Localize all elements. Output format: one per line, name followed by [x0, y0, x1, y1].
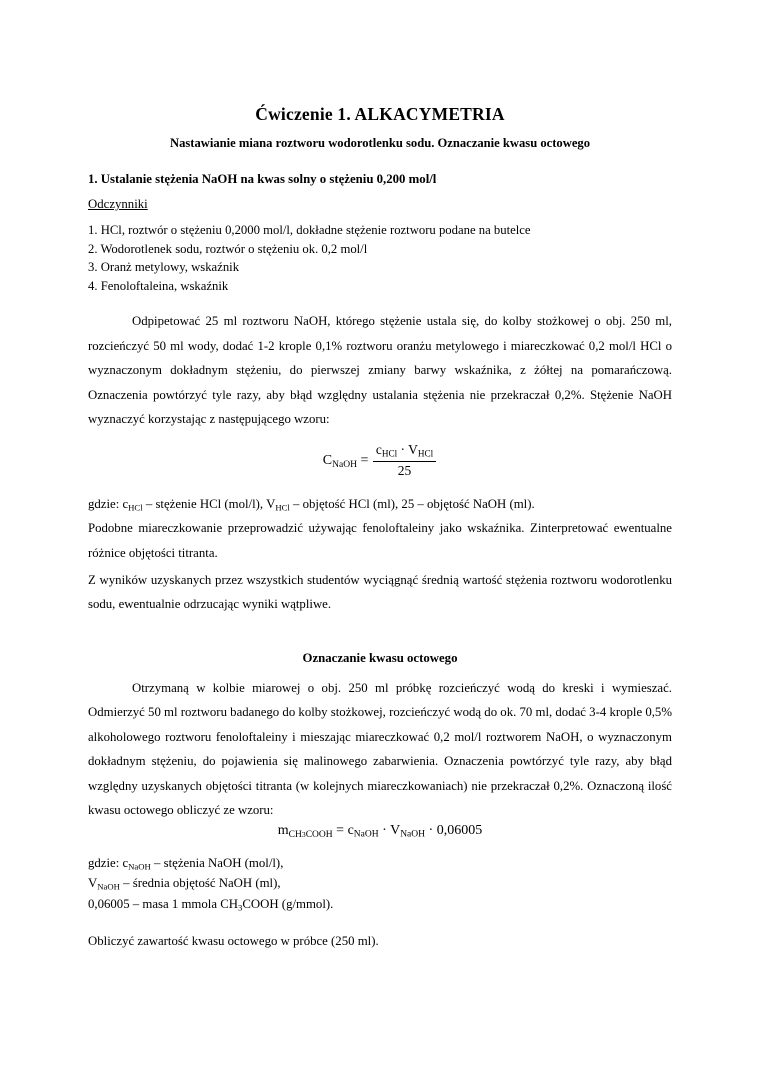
formula2-v-sub: NaOH	[400, 829, 426, 840]
legend2-prefix-1: gdzie: c	[88, 855, 129, 870]
list-item: 2. Wodorotlenek sodu, roztwór o stężeniu ok. 0,2 mol/l	[88, 241, 368, 256]
section-2-legend	[88, 853, 672, 915]
legend-sub-2: HCl	[275, 502, 290, 513]
numerator-c-sub: HCl	[381, 448, 398, 459]
section-1-paragraph-3: Z wyników uzyskanych przez wszystkich studentów wyciągnąć średnią wartość stężenia roztworu wodorotlenku sodu, ewentualnie odrzucając wyniki wątpliwe.	[88, 572, 672, 612]
section-1-paragraph-2: Podobne miareczkowanie przeprowadzić używając fenoloftaleiny jako wskaźnika. Zinterpretować ewentualne różnice objętości titranta.	[88, 521, 672, 560]
legend2-prefix-2: V	[88, 876, 98, 891]
legend-line-2	[88, 873, 672, 894]
legend2-rest-1: – stężenia NaOH (mol/l),	[150, 855, 284, 870]
formula-lhs-sub: NaOH	[332, 459, 357, 470]
section-1-heading: 1. Ustalanie stężenia NaOH na kwas solny o stężeniu 0,200 mol/l	[88, 172, 437, 186]
final-gap	[88, 915, 672, 934]
formula2-c: c	[347, 823, 354, 839]
section-1-paragraph-1: Odpipetować 25 ml roztworu NaOH, którego stężenie ustala się, do kolby stożkowej o obj. 250 ml, rozcieńczyć 50 ml wody, dodać 1-2 krople 0,1% roztworu oranżu metylowego i miareczkować 0,2 mol/l HCl o wyznaczonym dokładnym stężeniu, do pierwszej zmiany barwy wskaźnika, z żółtej na pomarańczową. Oznaczenia powtórzyć tyle razy, aby błąd względny ustalania stężenia nie przekraczał 0,2%. Stężenie NaOH wyznaczyć korzystając z następującego wzoru:	[88, 314, 672, 427]
legend2-rest-2: – średnia objętość NaOH (ml),	[119, 876, 281, 891]
formula2-dot-1: ·	[382, 823, 387, 839]
legend-line-1	[88, 853, 672, 874]
formula2-lhs: m	[277, 823, 289, 839]
legend-sub-1: HCl	[128, 502, 143, 513]
formula-lhs: C	[322, 453, 333, 469]
reagents-list	[88, 221, 672, 295]
section-2-paragraph-1: Otrzymaną w kolbie miarowej o obj. 250 ml próbkę rozcieńczyć wodą do kreski i wymieszać. Odmierzyć 50 ml roztworu badanego do kolby stożkowej, rozcieńczyć wodą do ok. 70 ml, dodać 3-4 krople 0,5% alkoholowego roztworu fenoloftaleiny i mieszając miareczkować 0,2 mol/l roztworem NaOH, o wyznaczonym dokładnym stężeniu, do pojawienia się malinowego zabarwienia. Oznaczenia powtórzyć tyle razy, aby błąd względny uzyskanych objętości titranta (w kolejnych miareczkowaniach) nie przekraczał 0,2%. Oznaczoną ilość kwasu octowego obliczyć ze wzoru:	[88, 680, 672, 818]
formula-numerator	[373, 442, 436, 462]
page-subtitle: Nastawianie miana roztworu wodorotlenku sodu. Oznaczanie kwasu octowego	[169, 136, 591, 150]
formula2-v: V	[390, 823, 401, 839]
numerator-v-sub: HCl	[417, 448, 434, 459]
list-item: 3. Oranż metylowy, wskaźnik	[88, 260, 240, 275]
page-title: Ćwiczenie 1. ALKACYMETRIA	[255, 104, 505, 124]
section-2-heading: Oznaczanie kwasu octowego	[302, 650, 458, 665]
list-item: 1. HCl, roztwór o stężeniu 0,2000 mol/l, dokładne stężenie roztworu podane na butelce	[88, 223, 531, 237]
numerator-dot: ·	[400, 441, 406, 457]
section-1-legend	[88, 492, 672, 517]
list-item: 4. Fenoloftaleina, wskaźnik	[88, 278, 229, 293]
formula2-dot-2: ·	[428, 823, 434, 839]
reagents-heading: Odczynniki	[88, 197, 148, 211]
numerator-v: V	[408, 441, 418, 457]
formula-acetic-acid-mass	[88, 823, 672, 840]
legend2-prefix-3: 0,06005 – masa 1 mmola CH	[88, 897, 238, 912]
section-2-final-instruction: Obliczyć zawartość kwasu octowego w próbce (250 ml).	[88, 933, 379, 948]
formula-gap	[88, 840, 672, 853]
formula-equals: =	[360, 453, 369, 469]
formula2-lhs-sub: CH3COOH	[288, 829, 333, 840]
legend2-sub-1: NaOH	[128, 861, 151, 872]
numerator-c: c	[375, 441, 382, 457]
legend-mid-2: – objętość HCl (ml), 25 – objętość NaOH (ml).	[289, 496, 535, 511]
legend-line-3	[88, 894, 672, 915]
legend2-sub-2: NaOH	[97, 881, 120, 892]
formula2-equals: =	[336, 823, 345, 839]
formula2-constant: 0,06005	[436, 823, 483, 839]
formula-denominator: 25	[397, 462, 412, 478]
section-divider-space	[88, 617, 672, 651]
formula-naoh-concentration	[88, 442, 672, 480]
formula-fraction	[373, 442, 436, 480]
legend-prefix: gdzie: c	[88, 496, 129, 511]
legend2-rest-3: COOH (g/mmol).	[242, 897, 334, 912]
formula2-c-sub: NaOH	[353, 829, 379, 840]
legend-mid-1: – stężenie HCl (mol/l), V	[142, 496, 276, 511]
legend2-sub-3: 3	[238, 902, 243, 913]
